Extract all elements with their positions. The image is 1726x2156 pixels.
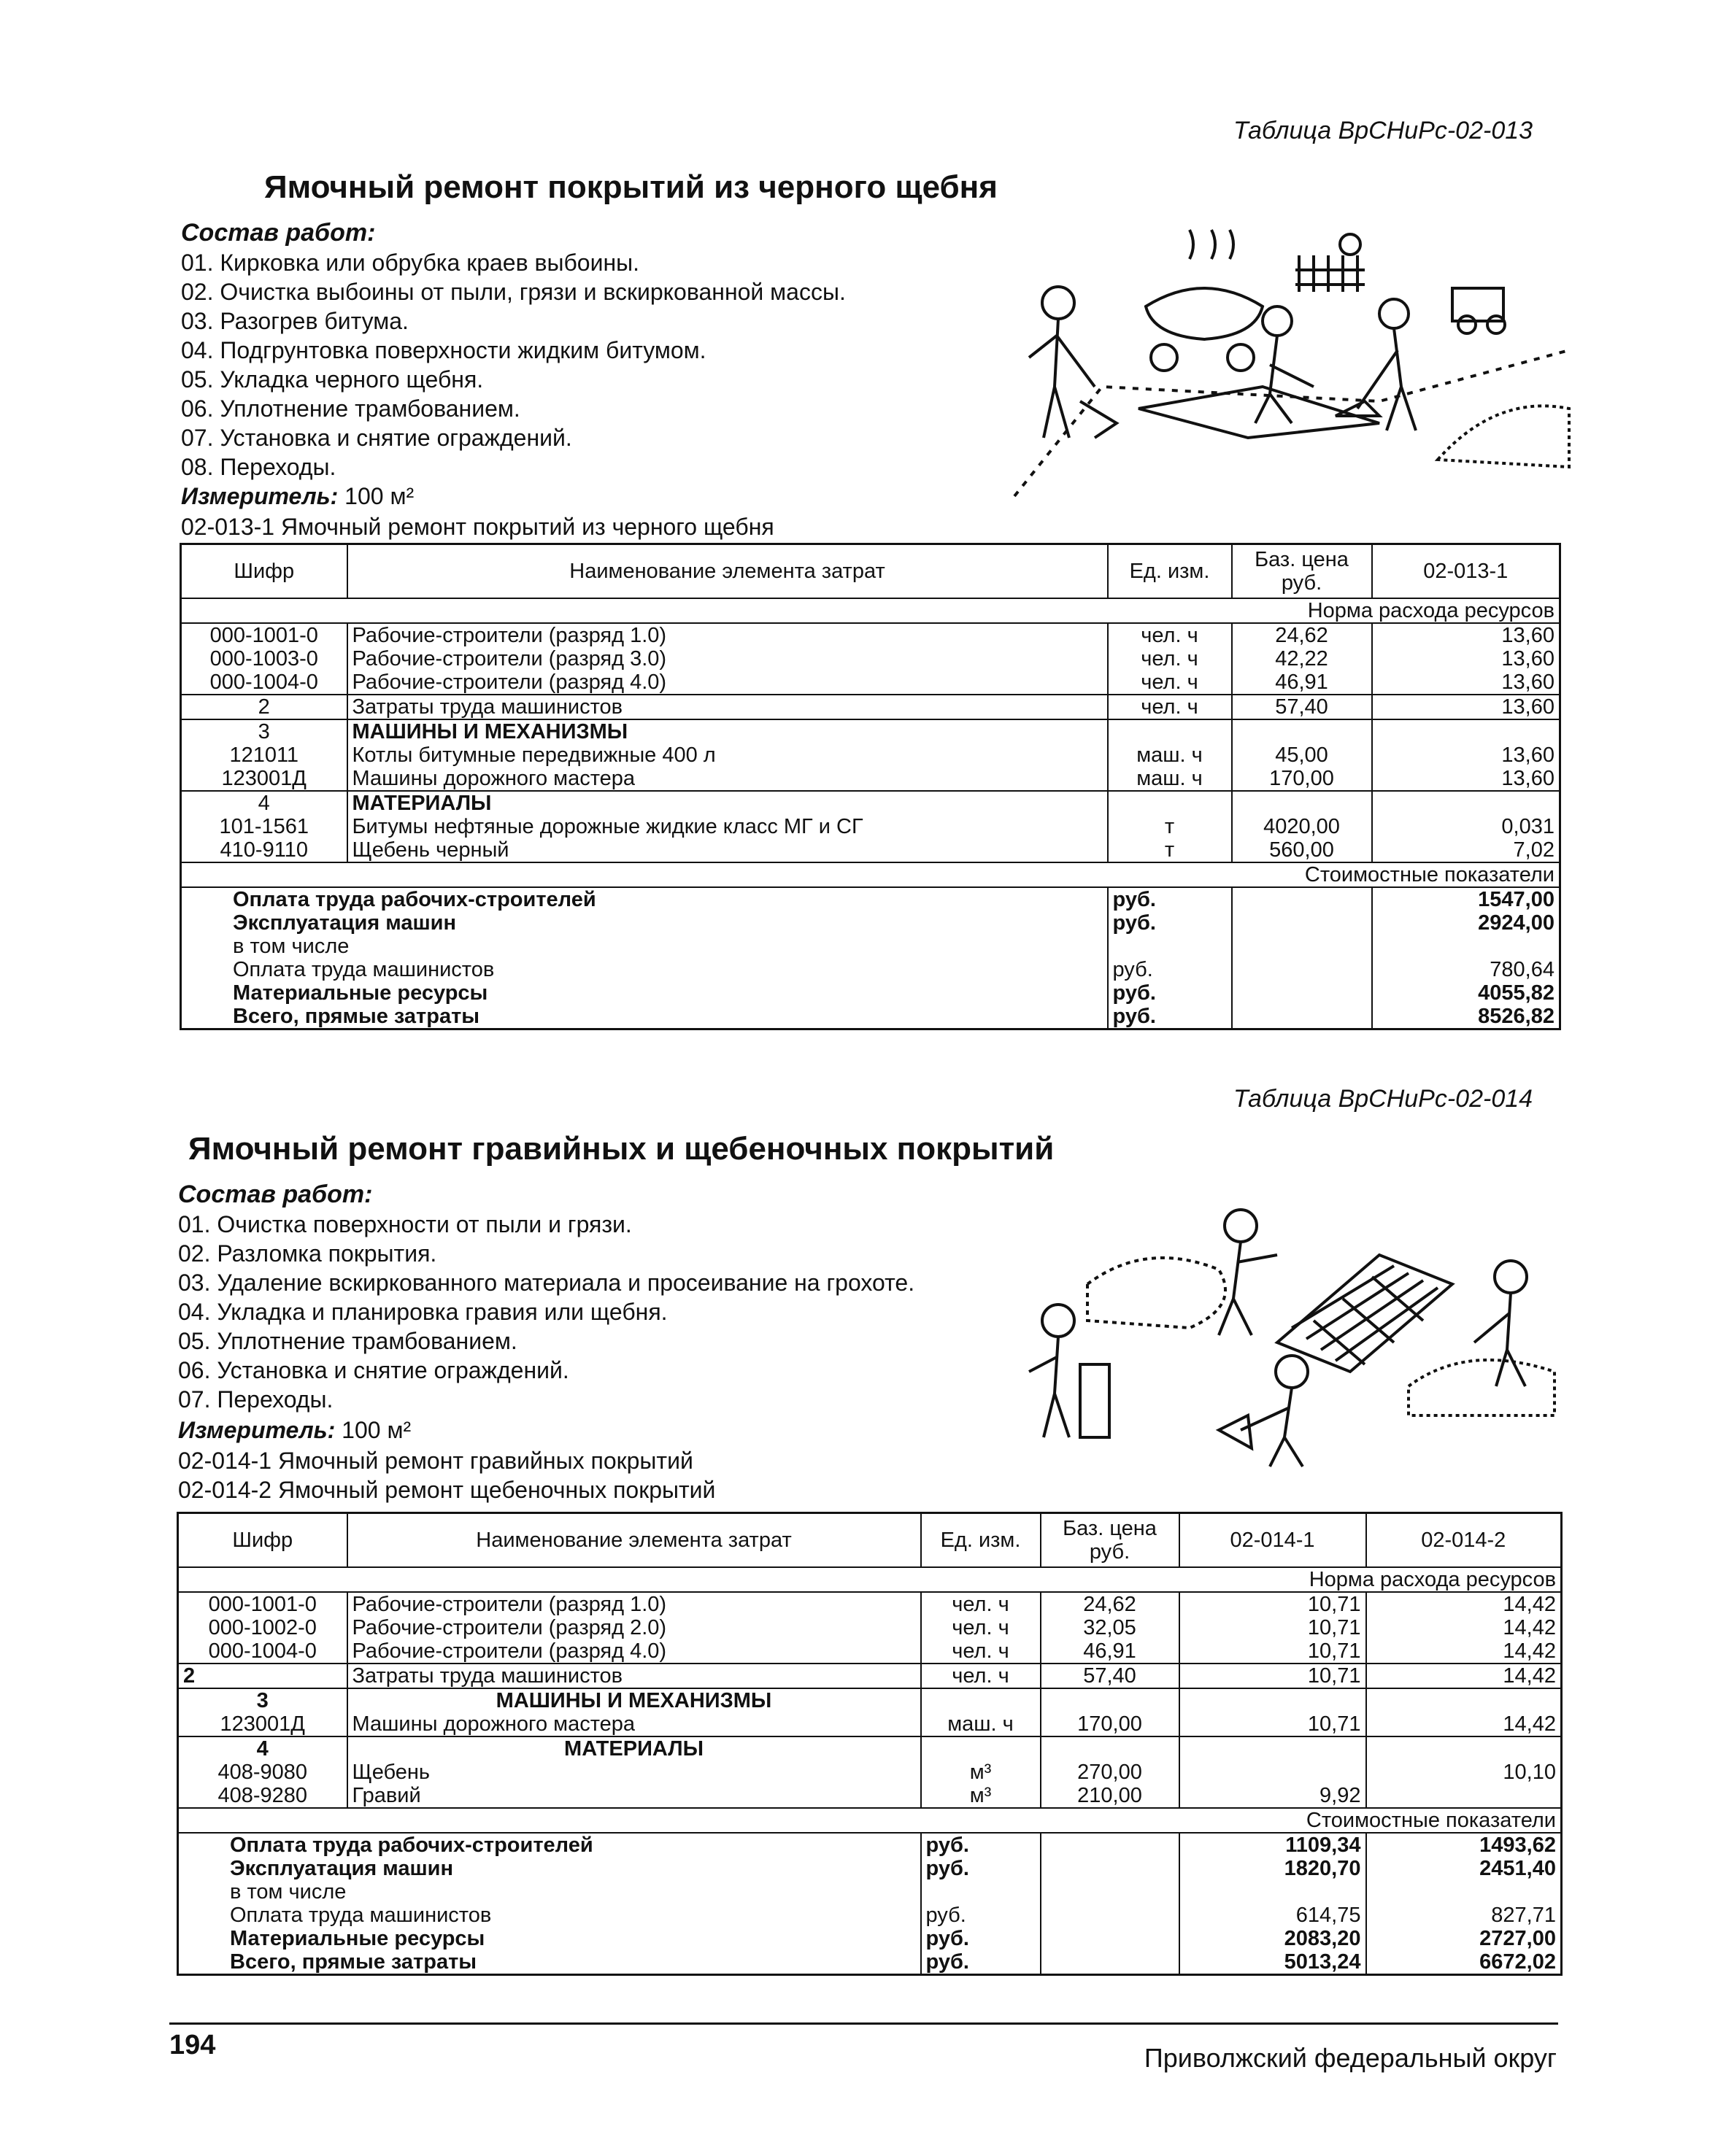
cell-value: 13,60	[1372, 695, 1560, 719]
cell-code: 2	[181, 695, 347, 719]
section-heading: МАТЕРИАЛЫ	[347, 1736, 921, 1761]
cost-name: Эксплуатация машин	[181, 911, 1108, 935]
section-title-1: Ямочный ремонт покрытий из черного щебня	[264, 169, 998, 205]
cell-price: 42,22	[1232, 647, 1372, 671]
cell-code: 123001Д	[178, 1712, 347, 1736]
page-number: 194	[169, 2030, 216, 2060]
section-heading: МАШИНЫ И МЕХАНИЗМЫ	[347, 1688, 921, 1712]
cell-value	[1366, 1784, 1562, 1808]
table-row	[178, 1592, 1562, 1616]
cell-unit: чел. ч	[921, 1616, 1041, 1639]
cost-unit: руб.	[921, 1833, 1041, 1857]
cost-unit: руб.	[1108, 958, 1232, 981]
cell-price: 210,00	[1041, 1784, 1179, 1808]
cost-row	[181, 887, 1560, 911]
cell-unit: чел. ч	[921, 1664, 1041, 1688]
cost-value: 614,75	[1179, 1904, 1366, 1927]
cell-name: Затраты труда машинистов	[347, 695, 1108, 719]
cell-name: Рабочие-строители (разряд 1.0)	[347, 1592, 921, 1616]
cell-name: Гравий	[347, 1784, 921, 1808]
cost-label: Стоимостные показатели	[181, 862, 1560, 887]
table-row	[178, 1761, 1562, 1784]
header-code: Шифр	[181, 544, 347, 599]
cost-row	[181, 1005, 1560, 1029]
table-ref-2: Таблица ВрСНиРс-02-014	[1233, 1085, 1533, 1113]
cell-name: Рабочие-строители (разряд 4.0)	[347, 671, 1108, 695]
cell-unit: чел. ч	[1108, 647, 1232, 671]
cell-name: Машины дорожного мастера	[347, 1712, 921, 1736]
works-label-1: Состав работ:	[181, 219, 376, 247]
cell-unit: маш. ч	[1108, 743, 1232, 767]
header-price: Баз. цена руб.	[1041, 1513, 1179, 1568]
cell-price: 24,62	[1232, 623, 1372, 647]
cell-code: 101-1561	[181, 815, 347, 838]
cost-unit: руб.	[921, 1904, 1041, 1927]
cell-value: 14,42	[1366, 1592, 1562, 1616]
cell-value: 14,42	[1366, 1712, 1562, 1736]
header-col2: 02-014-2	[1366, 1513, 1562, 1568]
cell-unit: т	[1108, 815, 1232, 838]
cost-name: Оплата труда машинистов	[181, 958, 1108, 981]
cell-value: 10,71	[1179, 1639, 1366, 1664]
cell-name: Щебень черный	[347, 838, 1108, 862]
cell-code: 000-1001-0	[181, 623, 347, 647]
cell-name: Рабочие-строители (разряд 2.0)	[347, 1616, 921, 1639]
cell-code: 3	[181, 719, 347, 743]
operations-list-1	[181, 248, 846, 482]
operation-item: 04. Укладка и планировка гравия или щебня.	[178, 1299, 668, 1325]
item-line: 02-013-1 Ямочный ремонт покрытий из черного щебня	[181, 514, 774, 540]
cell-unit: т	[1108, 838, 1232, 862]
cell-name: Рабочие-строители (разряд 3.0)	[347, 647, 1108, 671]
table-row	[181, 767, 1560, 791]
cell-value: 13,60	[1372, 623, 1560, 647]
measure-2	[178, 1417, 411, 1444]
cost-row	[181, 981, 1560, 1005]
cell-value: 13,60	[1372, 767, 1560, 791]
operations-list-2	[178, 1210, 914, 1414]
cost-value: 2083,20	[1179, 1927, 1366, 1950]
cost-value: 1109,34	[1179, 1833, 1366, 1857]
cost-value: 1547,00	[1372, 887, 1560, 911]
road-repair-illustration	[971, 219, 1576, 500]
norms-table-1	[180, 543, 1561, 1030]
cell-unit: маш. ч	[921, 1712, 1041, 1736]
section-heading: МАТЕРИАЛЫ	[347, 791, 1108, 815]
operation-item: 03. Разогрев битума.	[181, 308, 409, 334]
cost-name: Всего, прямые затраты	[178, 1950, 921, 1975]
table-row	[181, 838, 1560, 862]
cost-value: 8526,82	[1372, 1005, 1560, 1029]
norm-label: Норма расхода ресурсов	[181, 598, 1560, 623]
operation-item: 05. Уплотнение трамбованием.	[178, 1328, 517, 1354]
measure-value: 100 м²	[344, 483, 415, 509]
cost-value: 2727,00	[1366, 1927, 1562, 1950]
cell-unit: чел. ч	[921, 1639, 1041, 1664]
cell-value: 13,60	[1372, 743, 1560, 767]
table-row	[178, 1616, 1562, 1639]
cell-value	[1179, 1761, 1366, 1784]
operation-item: 06. Уплотнение трамбованием.	[181, 395, 520, 422]
table-row	[178, 1736, 1562, 1761]
operation-item: 02. Разломка покрытия.	[178, 1240, 437, 1267]
table-row	[178, 1712, 1562, 1736]
header-col1: 02-013-1	[1372, 544, 1560, 599]
cell-name: Рабочие-строители (разряд 1.0)	[347, 623, 1108, 647]
cell-code: 123001Д	[181, 767, 347, 791]
cell-value: 10,10	[1366, 1761, 1562, 1784]
cell-code: 408-9080	[178, 1761, 347, 1784]
cost-row	[178, 1833, 1562, 1857]
cell-value: 0,031	[1372, 815, 1560, 838]
cell-code: 4	[181, 791, 347, 815]
operation-item: 07. Переходы.	[178, 1386, 334, 1413]
norm-label: Норма расхода ресурсов	[178, 1567, 1562, 1592]
cost-name: Оплата труда рабочих-строителей	[181, 887, 1108, 911]
cost-value: 2924,00	[1372, 911, 1560, 935]
cell-code: 410-9110	[181, 838, 347, 862]
cost-row	[181, 935, 1560, 958]
cell-code: 3	[178, 1688, 347, 1712]
cost-value: 4055,82	[1372, 981, 1560, 1005]
table-row	[181, 647, 1560, 671]
cell-price: 45,00	[1232, 743, 1372, 767]
cost-name: в том числе	[178, 1880, 921, 1904]
cell-price: 46,91	[1232, 671, 1372, 695]
table-row	[181, 671, 1560, 695]
cost-row	[178, 1880, 1562, 1904]
operation-item: 01. Кирковка или обрубка краев выбоины.	[181, 250, 640, 276]
cell-value: 13,60	[1372, 671, 1560, 695]
cell-name: Затраты труда машинистов	[347, 1664, 921, 1688]
measure-label: Измеритель:	[181, 483, 339, 509]
cell-price: 57,40	[1232, 695, 1372, 719]
header-unit: Ед. изм.	[1108, 544, 1232, 599]
cell-price: 170,00	[1041, 1712, 1179, 1736]
cell-value: 10,71	[1179, 1712, 1366, 1736]
cost-name: Материальные ресурсы	[181, 981, 1108, 1005]
cell-price: 170,00	[1232, 767, 1372, 791]
cost-name: Материальные ресурсы	[178, 1927, 921, 1950]
cell-value: 14,42	[1366, 1639, 1562, 1664]
operation-item: 07. Установка и снятие ограждений.	[181, 425, 572, 451]
footer-rule	[169, 2022, 1558, 2025]
cell-code: 4	[178, 1736, 347, 1761]
header-unit: Ед. изм.	[921, 1513, 1041, 1568]
cell-price: 57,40	[1041, 1664, 1179, 1688]
cost-unit: руб.	[921, 1950, 1041, 1975]
cost-unit: руб.	[1108, 981, 1232, 1005]
cell-code: 121011	[181, 743, 347, 767]
cell-name: Битумы нефтяные дорожные жидкие класс МГ и СГ	[347, 815, 1108, 838]
cell-value: 10,71	[1179, 1616, 1366, 1639]
cost-unit: руб.	[1108, 1005, 1232, 1029]
cost-label: Стоимостные показатели	[178, 1808, 1562, 1833]
measure-1	[181, 483, 414, 510]
cell-price: 560,00	[1232, 838, 1372, 862]
cost-name: Оплата труда рабочих-строителей	[178, 1833, 921, 1857]
cell-value: 14,42	[1366, 1616, 1562, 1639]
header-name: Наименование элемента затрат	[347, 544, 1108, 599]
table-row	[178, 1664, 1562, 1688]
cell-price: 4020,00	[1232, 815, 1372, 838]
cell-unit: чел. ч	[1108, 695, 1232, 719]
table-row	[181, 815, 1560, 838]
header-name: Наименование элемента затрат	[347, 1513, 921, 1568]
table-ref-1: Таблица ВрСНиРс-02-013	[1233, 117, 1533, 144]
measure-label: Измеритель:	[178, 1417, 336, 1443]
cost-row	[178, 1857, 1562, 1880]
cost-row	[178, 1904, 1562, 1927]
cost-row	[178, 1927, 1562, 1950]
section-title-2: Ямочный ремонт гравийных и щебеночных покрытий	[188, 1131, 1055, 1167]
cost-unit: руб.	[921, 1857, 1041, 1880]
cost-value: 2451,40	[1366, 1857, 1562, 1880]
operation-item: 03. Удаление вскиркованного материала и просеивание на грохоте.	[178, 1270, 915, 1296]
cell-value: 13,60	[1372, 647, 1560, 671]
table-row	[181, 695, 1560, 719]
cell-code: 000-1002-0	[178, 1616, 347, 1639]
operation-item: 02. Очистка выбоины от пыли, грязи и вскиркованной массы.	[181, 279, 846, 305]
cell-code: 2	[178, 1664, 347, 1688]
cell-code: 000-1003-0	[181, 647, 347, 671]
cost-value: 1820,70	[1179, 1857, 1366, 1880]
cell-value: 10,71	[1179, 1664, 1366, 1688]
table-row	[181, 623, 1560, 647]
item-line: 02-014-1 Ямочный ремонт гравийных покрытий	[178, 1448, 693, 1474]
measure-value: 100 м²	[342, 1417, 412, 1443]
cell-value: 7,02	[1372, 838, 1560, 862]
cell-value: 9,92	[1179, 1784, 1366, 1808]
table-row	[181, 743, 1560, 767]
header-col1: 02-014-1	[1179, 1513, 1366, 1568]
cell-unit: чел. ч	[1108, 623, 1232, 647]
norms-table-2	[177, 1512, 1563, 1976]
table-row	[181, 719, 1560, 743]
cost-value: 1493,62	[1366, 1833, 1562, 1857]
cost-value: 5013,24	[1179, 1950, 1366, 1975]
cell-name: Рабочие-строители (разряд 4.0)	[347, 1639, 921, 1664]
table-row	[178, 1639, 1562, 1664]
cell-code: 408-9280	[178, 1784, 347, 1808]
operation-item: 05. Укладка черного щебня.	[181, 366, 484, 393]
cost-value: 827,71	[1366, 1904, 1562, 1927]
cost-name: Всего, прямые затраты	[181, 1005, 1108, 1029]
cost-unit: руб.	[1108, 887, 1232, 911]
cell-name: Щебень	[347, 1761, 921, 1784]
cell-price: 270,00	[1041, 1761, 1179, 1784]
cell-unit: м³	[921, 1784, 1041, 1808]
cost-value: 6672,02	[1366, 1950, 1562, 1975]
cell-unit: маш. ч	[1108, 767, 1232, 791]
cost-unit: руб.	[1108, 911, 1232, 935]
cell-name: Котлы битумные передвижные 400 л	[347, 743, 1108, 767]
operation-item: 06. Установка и снятие ограждений.	[178, 1357, 569, 1383]
footer-district: Приволжский федеральный округ	[1144, 2043, 1557, 2073]
works-label-2: Состав работ:	[178, 1181, 373, 1208]
cell-unit: чел. ч	[1108, 671, 1232, 695]
cell-value: 10,71	[1179, 1592, 1366, 1616]
gravel-repair-illustration	[1000, 1197, 1569, 1474]
cell-code: 000-1004-0	[181, 671, 347, 695]
cell-unit: м³	[921, 1761, 1041, 1784]
operation-item: 08. Переходы.	[181, 454, 336, 480]
cost-name: Оплата труда машинистов	[178, 1904, 921, 1927]
cost-row	[181, 958, 1560, 981]
header-price: Баз. цена руб.	[1232, 544, 1372, 599]
cell-unit: чел. ч	[921, 1592, 1041, 1616]
table-row	[178, 1688, 1562, 1712]
cost-row	[181, 911, 1560, 935]
cell-name: Машины дорожного мастера	[347, 767, 1108, 791]
cost-row	[178, 1950, 1562, 1975]
operation-item: 04. Подгрунтовка поверхности жидким битумом.	[181, 337, 706, 363]
operation-item: 01. Очистка поверхности от пыли и грязи.	[178, 1211, 632, 1237]
cell-price: 24,62	[1041, 1592, 1179, 1616]
table-row	[178, 1784, 1562, 1808]
cell-price: 46,91	[1041, 1639, 1179, 1664]
cell-code: 000-1001-0	[178, 1592, 347, 1616]
cost-unit: руб.	[921, 1927, 1041, 1950]
header-code: Шифр	[178, 1513, 347, 1568]
cell-code: 000-1004-0	[178, 1639, 347, 1664]
cost-name: в том числе	[181, 935, 1108, 958]
cost-name: Эксплуатация машин	[178, 1857, 921, 1880]
cost-value: 780,64	[1372, 958, 1560, 981]
section-heading: МАШИНЫ И МЕХАНИЗМЫ	[347, 719, 1108, 743]
cell-price: 32,05	[1041, 1616, 1179, 1639]
item-line: 02-014-2 Ямочный ремонт щебеночных покрытий	[178, 1477, 716, 1503]
cell-value: 14,42	[1366, 1664, 1562, 1688]
table-row	[181, 791, 1560, 815]
